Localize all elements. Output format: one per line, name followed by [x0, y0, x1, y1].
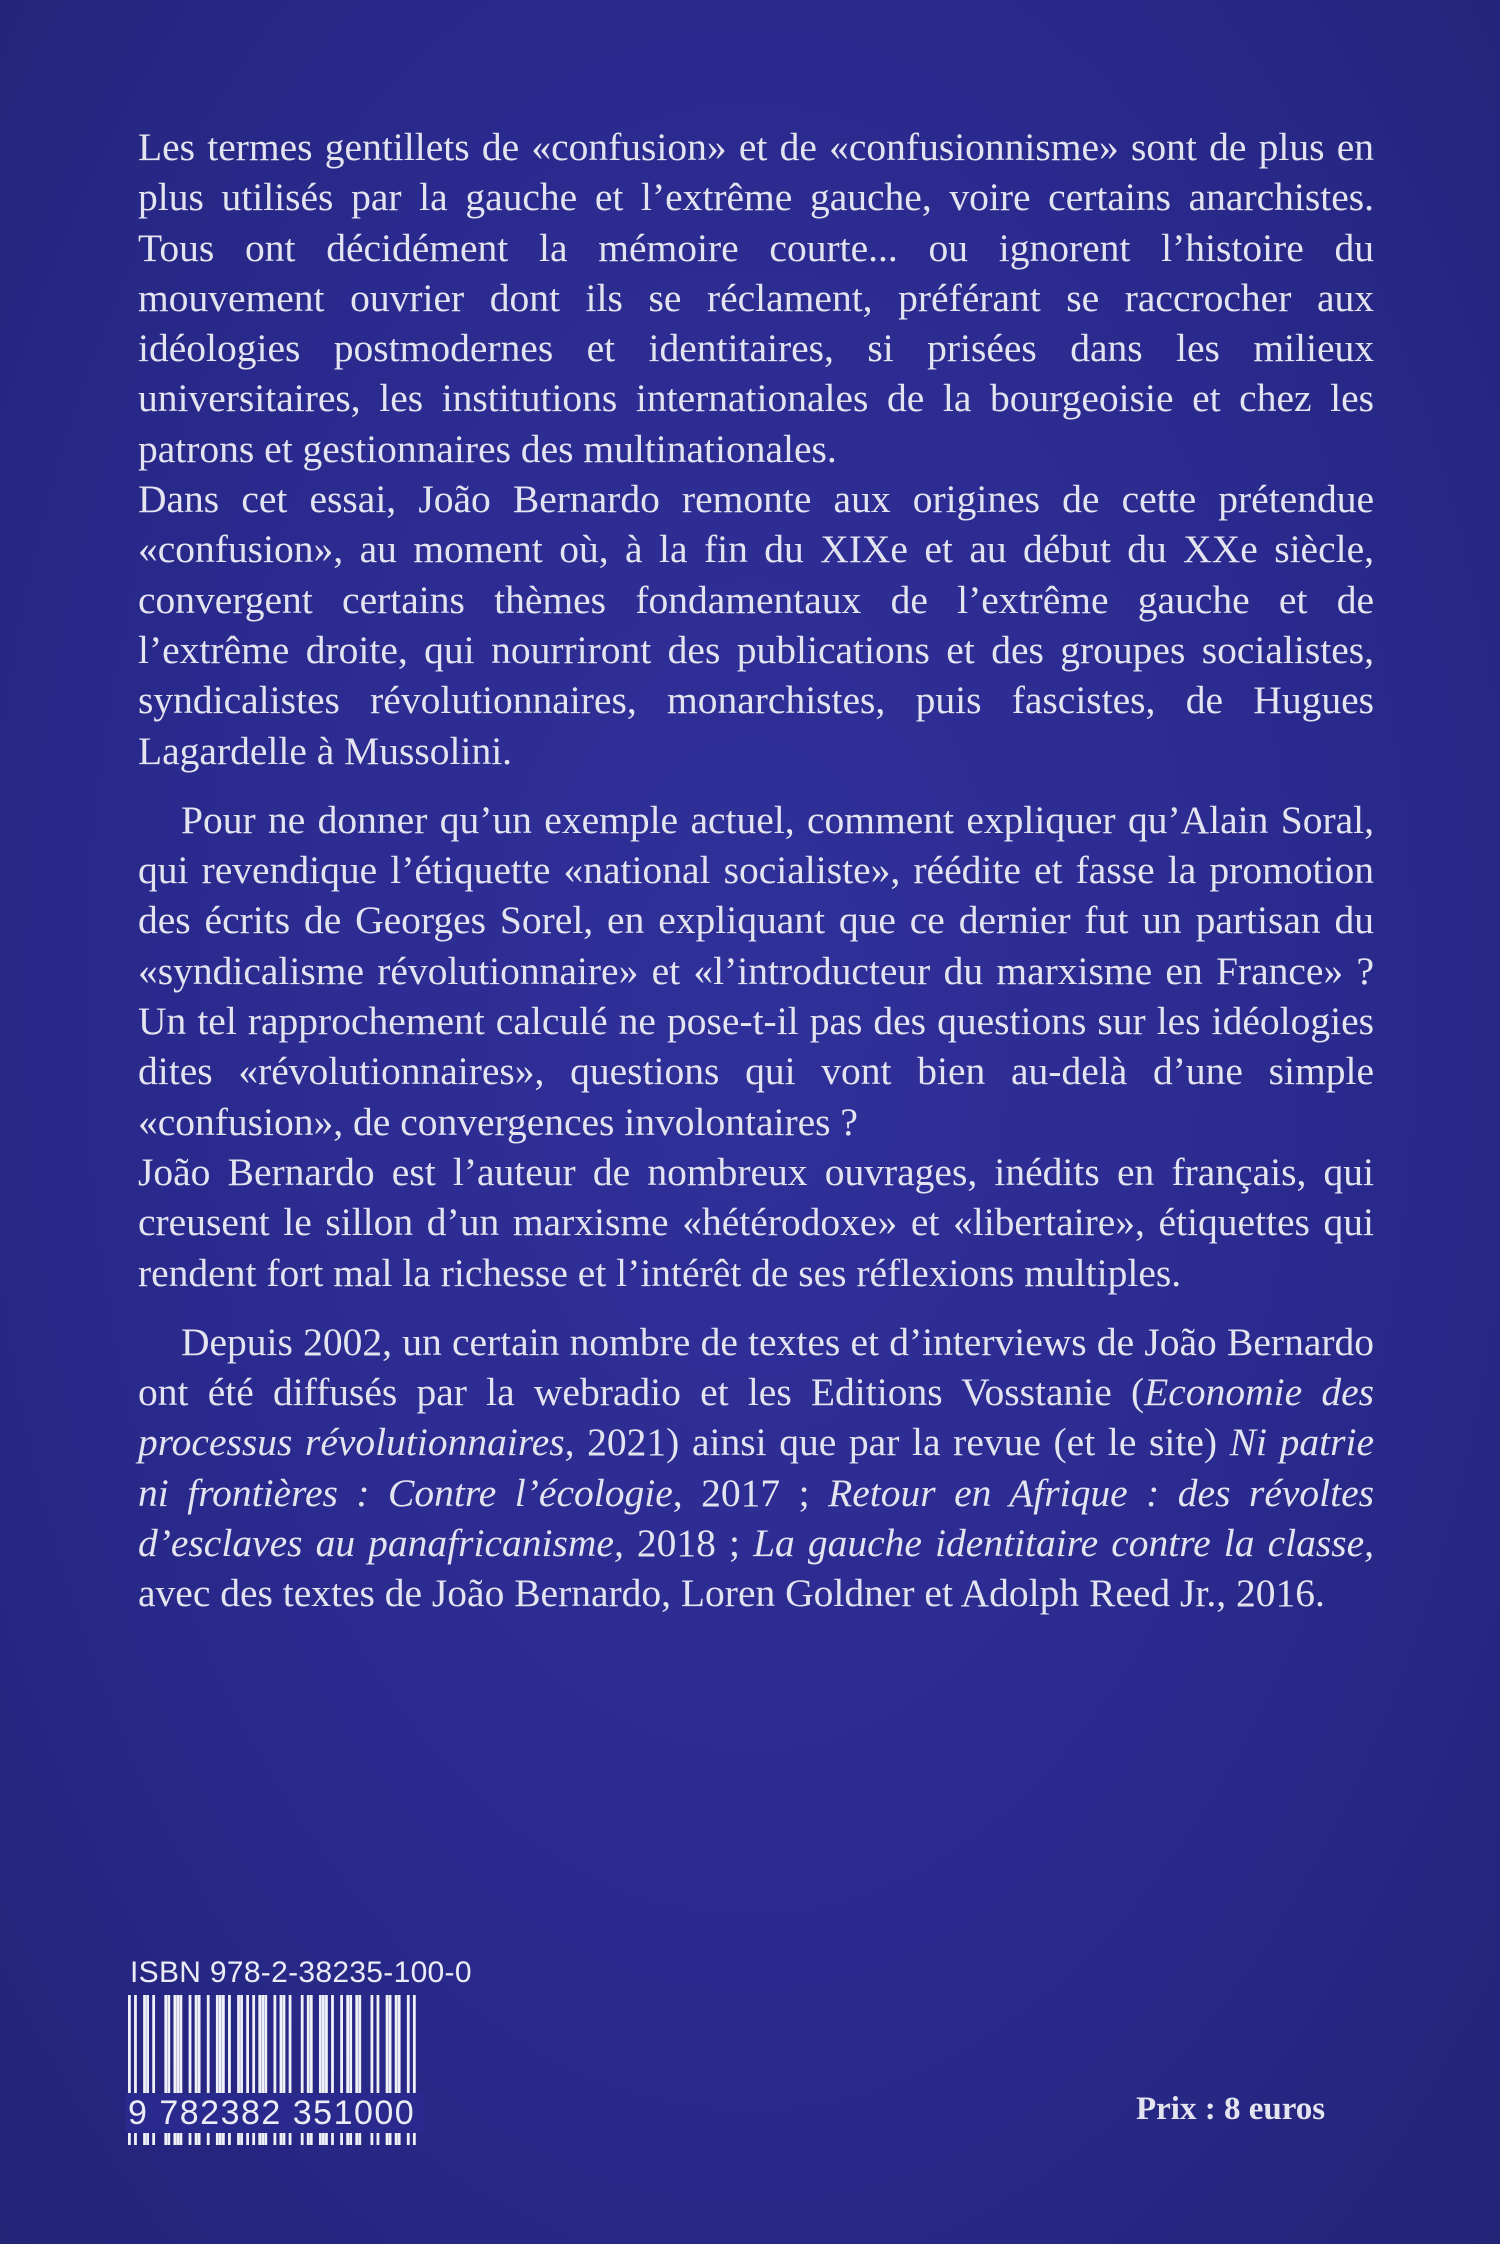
- price-label: Prix : 8 euros: [1136, 2091, 1326, 2127]
- publications-text: 2021) ainsi que par la revue (et le site): [574, 1420, 1230, 1465]
- publication-title: Retour en Afrique : des révoltes d’esclaves au panafricanisme,: [138, 1470, 1374, 1566]
- paragraph-author: João Bernardo est l’auteur de nombreux ouvrages, inédits en français, qui creusent le sillon d’un marxisme «hétérodoxe» et «libertaire», étiquettes qui rendent fort mal la richesse et l’intérêt de ses réflexions multiples.: [138, 1149, 1374, 1295]
- paragraph-essay: Dans cet essai, João Bernardo remonte aux origines de cette prétendue «confusion», au moment où, à la fin du XIXe et au début du XXe siècle, convergent certains thèmes fondamentaux de l’extrême gauche et de l’extrême droite, qui nourriront des publications et des groupes socialistes, syndicalistes révolutionnaires, monarchistes, puis fascistes, de Hugues Lagardelle à Mussolini.: [138, 477, 1374, 773]
- paragraph-example: Pour ne donner qu’un exemple actuel, comment expliquer qu’Alain Soral, qui revendique l’étiquette «national socialiste», réédite et fasse la promotion des écrits de Georges Sorel, en expliquant que ce dernier fut un partisan du «syndicalisme révolutionnaire» et «l’introducteur du marxisme en France» ? Un tel rapprochement calculé ne pose-t-il pas des questions sur les idéologies dites «révolutionnaires», questions qui vont bien au-delà d’une simple «confusion», de convergences involontaires ?: [138, 797, 1374, 1144]
- publications-text: , 2017 ;: [672, 1470, 829, 1515]
- barcode: [128, 1995, 419, 2171]
- barcode-digits: 9 782382 351000: [126, 2093, 424, 2133]
- publications-text: avec des textes de João Bernardo, Loren Goldner et Adolph Reed Jr., 2016.: [138, 1571, 1325, 1616]
- isbn-label: ISBN 978-2-38235-100-0: [130, 1956, 472, 1989]
- publications-text: 2018 ;: [623, 1521, 754, 1566]
- paragraph-publications: [138, 1317, 1374, 1619]
- paragraph-intro: Les termes gentillets de «confusion» et de «confusionnisme» sont de plus en plus utilisés par la gauche et l’extrême gauche, voire certains anarchistes. Tous ont décidément la mémoire courte... ou ignorent l’histoire du mouvement ouvrier dont ils se réclament, préférant se raccrocher aux idéologies postmodernes et identitaires, si prisées dans les milieux universitaires, les institutions internationales de la bourgeoisie et chez les patrons et gestionnaires des multinationales.: [138, 125, 1374, 471]
- publications-text: Depuis 2002, un certain nombre de textes et d’interviews de João Bernardo ont été diffusés par la webradio et les Editions Vosstanie (: [138, 1319, 1374, 1415]
- publication-title: La gauche identitaire contre la classe,: [753, 1521, 1375, 1566]
- publication-title: Economie des processus révolutionnaires,: [138, 1370, 1374, 1465]
- blurb-text: [138, 122, 1374, 1619]
- publication-title: Ni patrie ni frontières : Contre l’écologie: [138, 1420, 1374, 1515]
